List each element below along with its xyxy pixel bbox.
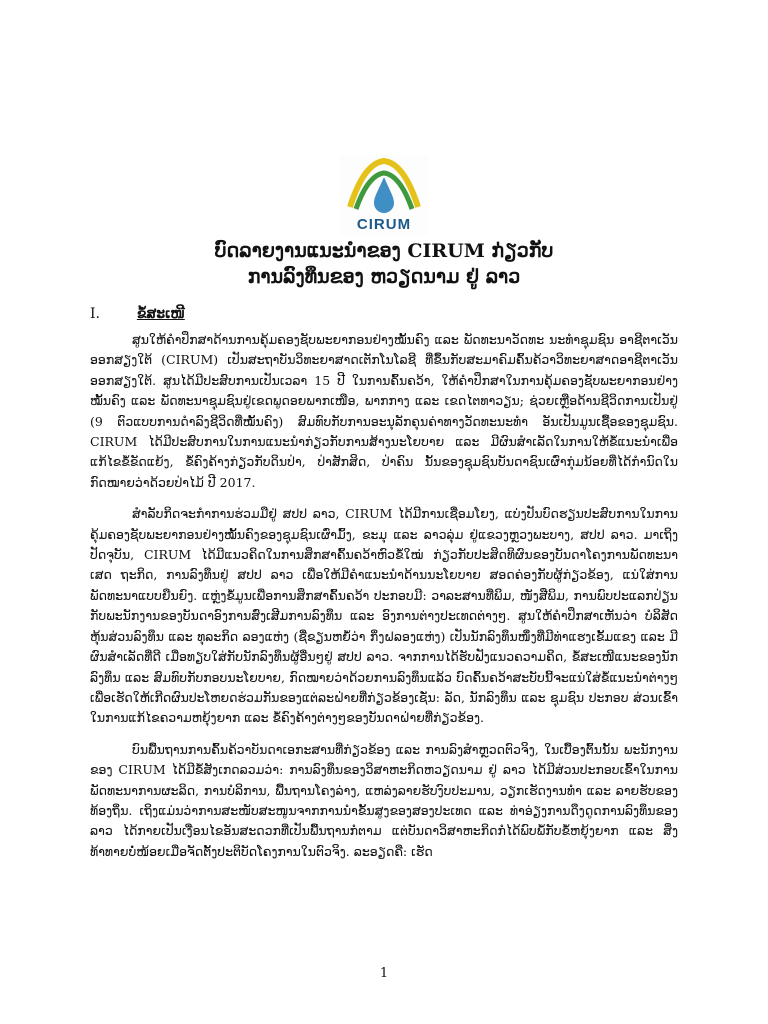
logo-text: CIRUM	[356, 216, 412, 233]
title-line-2: ການລົງທຶນຂອງ ຫວຽດນາມ ຢູ່ ລາວ	[247, 266, 521, 288]
page-number: 1	[379, 966, 389, 981]
title-line-1: ບົດລາຍງານແນະນຳຂອງ CIRUM ກ່ຽວກັບ	[214, 240, 554, 262]
section-number: I.	[90, 306, 100, 322]
paragraph-3: ບົນພື້ນຖານການຄົ້ນຄ້ວາບັນດາເອກະສານທີ່ກ່ຽວຂ້ອງ ແລະ ການລົງສຳຫຼວດຕົວຈິງ, ໃນເບື້ອງຕົ້ນນັ້ນ ພະນັກງານຂອງ CIRUM ໄດ້ມີຂໍ້ສັງເກດລວມວ່າ: ການລົງທຶນຂອງວິສາຫະກິດຫວຽດນາມ ຢູ່ ລາວ ໄດ້ມີສ່ວນປະກອບເຂົ້າໃນການພັດທະນາການຜະລິດ, ການບໍລິການ, ພື້ນຖານໂຄງລ່າງ, ແຫລ່ງລາຍຮັບງົບປະມານ, ວຽກເຮັດງານທຳ ແລະ ລາຍຮັບຂອງທ້ອງຖິ່ນ. ເຖິງແມ່ນວ່າການສະໜັບສະໜູນຈາກການນຳຂັ້ນສູງຂອງສອງປະເທດ ແລະ ທ່າອ່ຽງການດຶງດູດການລົງທຶນຂອງ ລາວ ໄດ້ກາຍເປັນເງື່ອນໄຂອັນສະດວກທີ່ເປັນພື້ນຖານກໍຕາມ ແຕ່ບັນດາວິສາຫະກິດກໍໄດ້ພົບພໍ້ກັບຂໍ້ຫຍຸ້ງຍາກ ແລະ ສິ່ງທ້າທາຍບໍ່ໜ້ອຍເມື່ອຈັດຕັ້ງປະຕິບັດໂຄງການໃນຕົວຈິງ. ລະອຽດຄື: ເຮັດ	[90, 741, 678, 859]
logo-drop-blue	[374, 177, 394, 213]
section-heading	[90, 306, 185, 322]
section-label: ຂໍ້ສະເໜີ	[136, 306, 185, 322]
paragraph-1: ສູນໃຫ້ຄຳປຶກສາດ້ານການຄຸ້ມຄອງຊັບພະຍາກອນຢ່າງໝັ້ນຄົງ ແລະ ພັດທະນາວັດທະ ນະທຳຊຸມຊົນ ອາຊີຕາເວັນອອກສຽງໃຕ້ (CIRUM) ເປັນສະຖາບັນວິທະຍາສາດເຕັກໂນໂລຊີ ທີ່ຂຶ້ນກັບສະມາຄົມຄົ້ນຄ້ວາວິທະຍາສາດອາຊີຕາເວັນອອກສຽງໃຕ້. ສູນໄດ້ມີປະສົບການເປັນເວລາ 15 ປີ ໃນການຄົ້ນຄວ້າ, ໃຫ້ຄຳປຶກສາໃນການຄຸ້ມຄອງຊັບພະຍາກອນຢ່າງໝັ້ນຄົງ ແລະ ພັດທະນາຊຸມຊົນຢູ່ເຂດພູດອຍພາກເໜືອ, ພາກກາງ ແລະ ເຂດໄຕທາວຽນ; ຊ່ວຍເຫຼືອດ້ານຊີວິດການເປັນຢູ່ (9 ຕົວແບບການດຳລົງຊີວິດທີ່ໝັ້ນຄົງ) ສົມທົບກັບການອະນຸລັກຄຸນຄ່າທາງວັດທະນະທຳ ອັນເປັນມູນເຊື້ອຂອງຊຸມຊົນ. CIRUM ໄດ້ມີປະສົບການໃນການແນະນຳກ່ຽວກັບການສ້າງນະໂຍບາຍ ແລະ ມີຜົນສຳເລັດໃນການໃຫ້ຂໍ້ແນະນຳເພື່ອແກ້ໄຂຂໍ້ຂັດແຍ້ງ, ຂໍ້ຄົງຄ້າງກ່ຽວກັບດິນປ່າ, ປ່າສັກສິດ, ປ່າຄົນ ນັ້ນຂອງຊຸມຊົນບັນດາຊົນເຜົ່າກຸ່ມນ້ອຍທີ່ໄດ້ກຳນົດໃນກົດໝາຍວ່າດ້ວຍປ່າໄມ້ ປີ 2017.	[90, 332, 678, 490]
cirum-logo	[340, 155, 428, 235]
document-title	[90, 238, 678, 290]
paragraph-2: ສຳລັບກິດຈະກຳການຮ່ວມມືຢູ່ ສປປ ລາວ, CIRUM ໄດ້ມີການເຊື່ອມໂຍງ, ແບ່ງປັນບົດຮຽນປະສົບການໃນການຄຸ້ມຄອງຊັບພະຍາກອນຢ່າງໝັ້ນຄົງຂອງຊຸມຊົນເຜົ່າມົ້ງ, ຂະມຸ ແລະ ລາວລຸ່ມ ຢູ່ແຂວງຫຼວງພະບາງ, ສປປ ລາວ. ມາເຖິງປັດຈຸບັນ, CIRUM ໄດ້ມີແນວຄິດໃນການສຶກສາຄົ້ນຄວ້າຫົວຂໍ້ໃໝ່ ກ່ຽວກັບປະສິດທິຜົນຂອງບັນດາໂຄງການພັດທະນາເສດ ຖະກິດ, ການລົງທຶນຢູ່ ສປປ ລາວ ເພື່ອໃຫ້ມີຄຳແນະນຳດ້ານນະໂຍບາຍ ສອດຄ່ອງກັບຜູ້ກ່ຽວຂ້ອງ, ແນ່ໃສ່ການພັດທະນາແບບຍືນຍົງ. ແຫຼ່ງຂໍ້ມູນເພື່ອການສຶກສາຄົ້ນຄວ້າ ປະກອບມີ: ວາລະສານທີ່ພິມ, ໜັງສືພິມ, ການພົບປະແລກປ່ຽນກັບພະນັກງານຂອງບັນດາອົງການສົ່ງເສີມການລົງທຶນ ແລະ ອົງການຕ່າງປະເທດຕ່າງໆ. ສູນໃຫ້ຄຳປຶກສາເຫັນວ່າ ບໍລິສັດຫຸ້ນສ່ວນລົງທຶນ ແລະ ທຸລະກິດ ລອງແຫ່ງ (ຊື່ຂຽນຫຍໍ້ວ່າ ກິ່ງຝລອງແຫ່ງ) ເປັນນັກລົງທຶນໜຶ່ງທີ່ມີທ່າແຮງເຂັ້ມແຂງ ແລະ ມີຜົນສຳເລັດທີ່ດີ ເມື່ອທຽບໃສ່ກັບນັກລົງທຶນຜູ້ອື່ນໆຢູ່ ສປປ ລາວ. ຈາກການໄດ້ຮັບຟັງແນວຄວາມຄິດ, ຂໍ້ສະເໜີແນະຂອງນັກລົງທຶນ ແລະ ສົມທົບກັບກອບນະໂຍບາຍ, ກົດໝາຍວ່າດ້ວຍການລົງທຶນແລ້ວ ບົດຄົ້ນຄວ້າສະບັບນີ້ຈະແນ່ໃສ່ຂໍ້ແນະນຳຕ່າງໆ ເພື່ອເຮັດໃຫ້ເກີດຜົນປະໂຫຍດຮ່ວມກັນຂອງແຕ່ລະຝ່າຍທີ່ກ່ຽວຂ້ອງເຊັ່ນ: ລັດ, ນັກລົງທຶນ ແລະ ຊຸມຊົນ ປະກອບ ສ່ວນເຂົ້າໃນການແກ້ໄຂຄວາມຫຍຸ້ງຍາກ ແລະ ຂໍ້ຄົງຄ້າງຕ່າງໆຂອງບັນດາຝ່າຍທີ່ກ່ຽວຂ້ອງ.	[90, 506, 678, 726]
document-body	[90, 330, 678, 873]
